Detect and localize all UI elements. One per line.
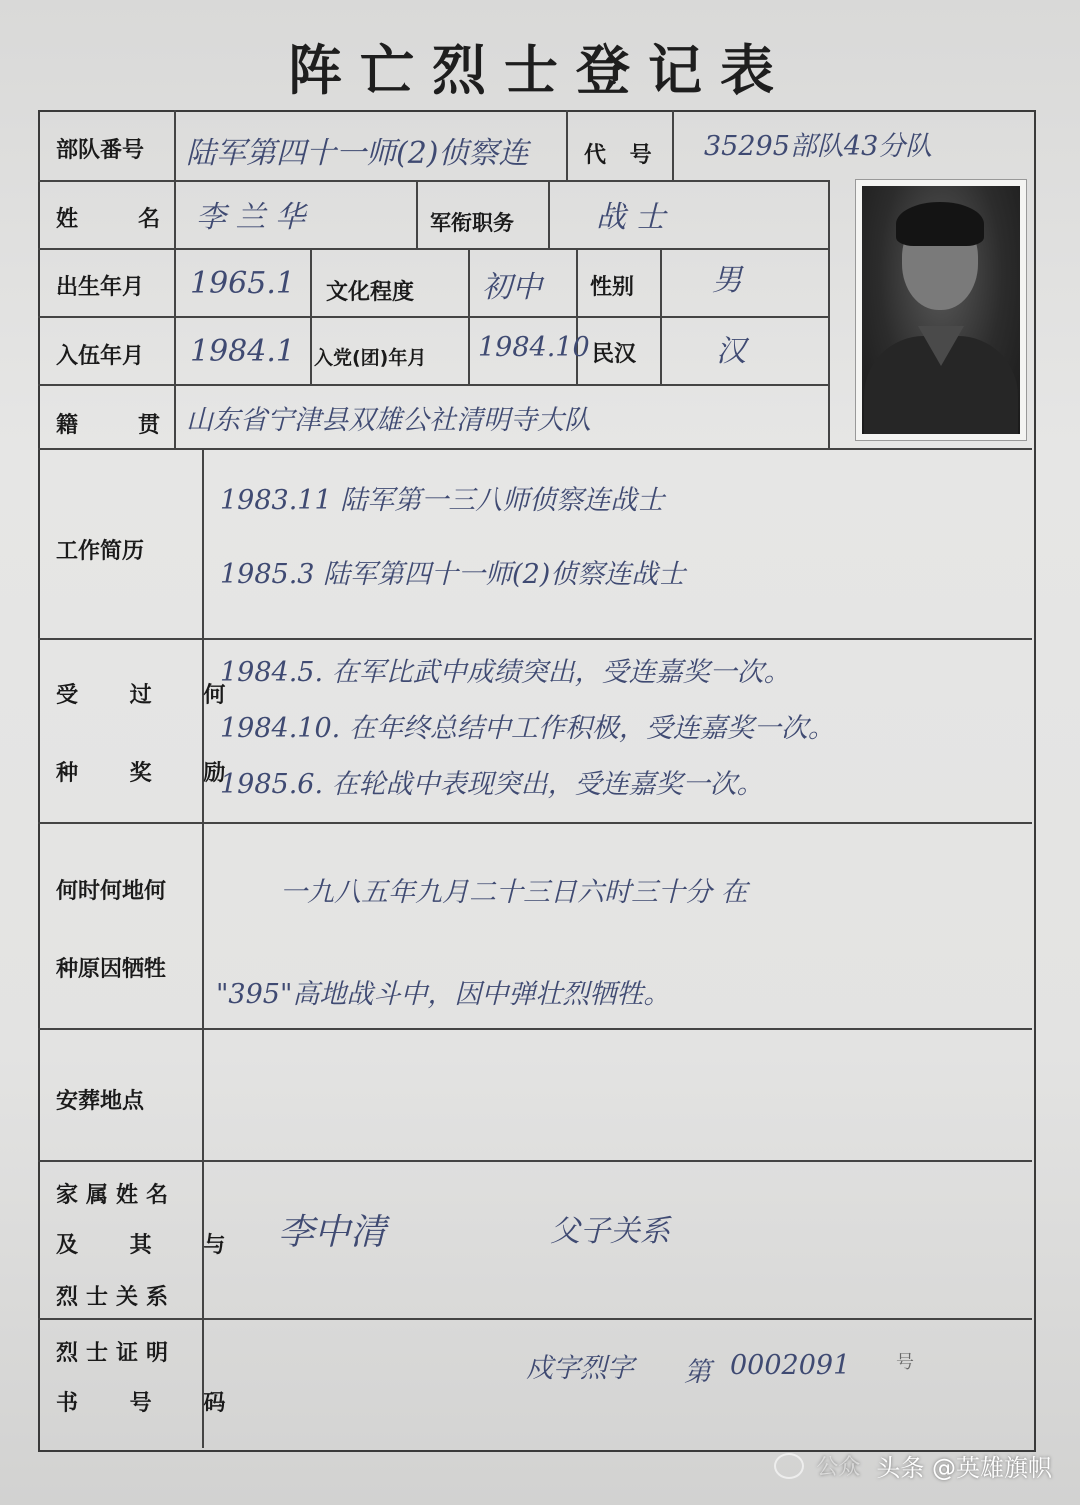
row-divider [38,248,828,250]
cert-suffix: 号 [896,1352,914,1373]
value-origin: 山东省宁津县双雄公社清明寺大队 [186,405,591,436]
watermark [774,1448,1052,1483]
label-origin-1: 籍 [56,413,79,438]
label-death-1: 何时何地何 [56,879,167,904]
value-award-2: 1984.10. 在年终总结中工作积极，受连嘉奖一次。 [220,713,835,744]
column-divider [174,110,176,448]
value-code: 35295部队43分队 [704,131,933,162]
label-awards-2: 种 奖 励 [56,761,248,786]
value-ethnicity: 汉 [716,334,746,369]
value-resume-line-2: 1985.3 陆军第四十一师(2)侦察连战士 [220,559,686,590]
label-enlist: 入伍年月 [56,344,145,369]
value-party: 1984.10 [478,332,590,363]
label-name-1: 姓 [56,207,79,232]
row-divider [38,180,828,182]
value-death-line-2: "395"高地战斗中，因中弹壮烈牺牲。 [216,979,671,1010]
label-death-2: 种原因牺牲 [56,957,167,982]
label-burial: 安葬地点 [56,1089,145,1114]
label-name-2: 名 [138,207,161,232]
label-family-2: 及 其 与 [56,1233,248,1258]
label-birth: 出生年月 [56,275,145,300]
value-enlist: 1984.1 [190,334,295,369]
value-cert-no-label: 第 [684,1357,711,1388]
column-divider [310,248,312,384]
value-cert-prefix: 戍字烈字 [526,1353,634,1384]
label-party: 入党(团)年月 [314,347,427,369]
column-divider [576,248,578,384]
value-resume-line-1: 1983.11 陆军第一三八师侦察连战士 [220,485,665,516]
column-divider [566,110,568,180]
label-gender: 性别 [590,275,635,300]
value-birth: 1965.1 [190,266,295,301]
label-ethnicity: 民汉 [592,342,637,367]
portrait-photo [856,180,1026,440]
column-divider [828,180,830,448]
row-divider [38,316,828,318]
value-rank: 战 士 [596,200,666,235]
label-rank: 军衔职务 [430,211,514,235]
column-divider [660,248,662,384]
wechat-icon [774,1453,804,1479]
value-education: 初中 [482,270,542,305]
label-cert-2: 书 号 码 [56,1391,248,1416]
label-unit: 部队番号 [56,138,145,163]
row-divider [38,1028,1032,1030]
label-family-1: 家属姓名 [56,1183,177,1208]
form-title: 阵亡烈士登记表 [288,38,792,102]
row-divider [38,384,828,386]
row-divider [38,1160,1032,1162]
label-cert-1: 烈士证明 [56,1341,177,1366]
value-award-3: 1985.6. 在轮战中表现突出，受连嘉奖一次。 [220,769,764,800]
watermark-text: 头条 @英雄旗帜 [876,1454,1052,1482]
value-family-relation: 父子关系 [550,1214,670,1249]
value-name: 李 兰 华 [196,200,306,235]
value-award-1: 1984.5. 在军比武中成绩突出，受连嘉奖一次。 [220,657,791,688]
label-family-3: 烈士关系 [56,1285,177,1310]
value-gender: 男 [712,263,742,298]
value-death-line-1: 一九八五年九月二十三日六时三十分 在 [280,877,748,908]
column-divider [468,248,470,384]
label-code: 代 号 [584,143,660,168]
column-divider [672,110,674,180]
row-divider [38,448,1032,450]
label-origin-2: 贯 [138,413,161,438]
row-divider [38,1318,1032,1320]
column-divider [548,180,550,248]
watermark-faint: 公众 [816,1455,861,1480]
column-divider [202,448,204,1448]
value-unit: 陆军第四十一师(2)侦察连 [186,136,529,171]
label-awards-1: 受 过 何 [56,683,248,708]
value-family-name: 李中清 [278,1212,387,1253]
label-resume: 工作简历 [56,539,145,564]
row-divider [38,638,1032,640]
row-divider [38,822,1032,824]
label-education: 文化程度 [326,280,415,305]
column-divider [416,180,418,248]
value-cert-number: 0002091 [730,1350,851,1381]
